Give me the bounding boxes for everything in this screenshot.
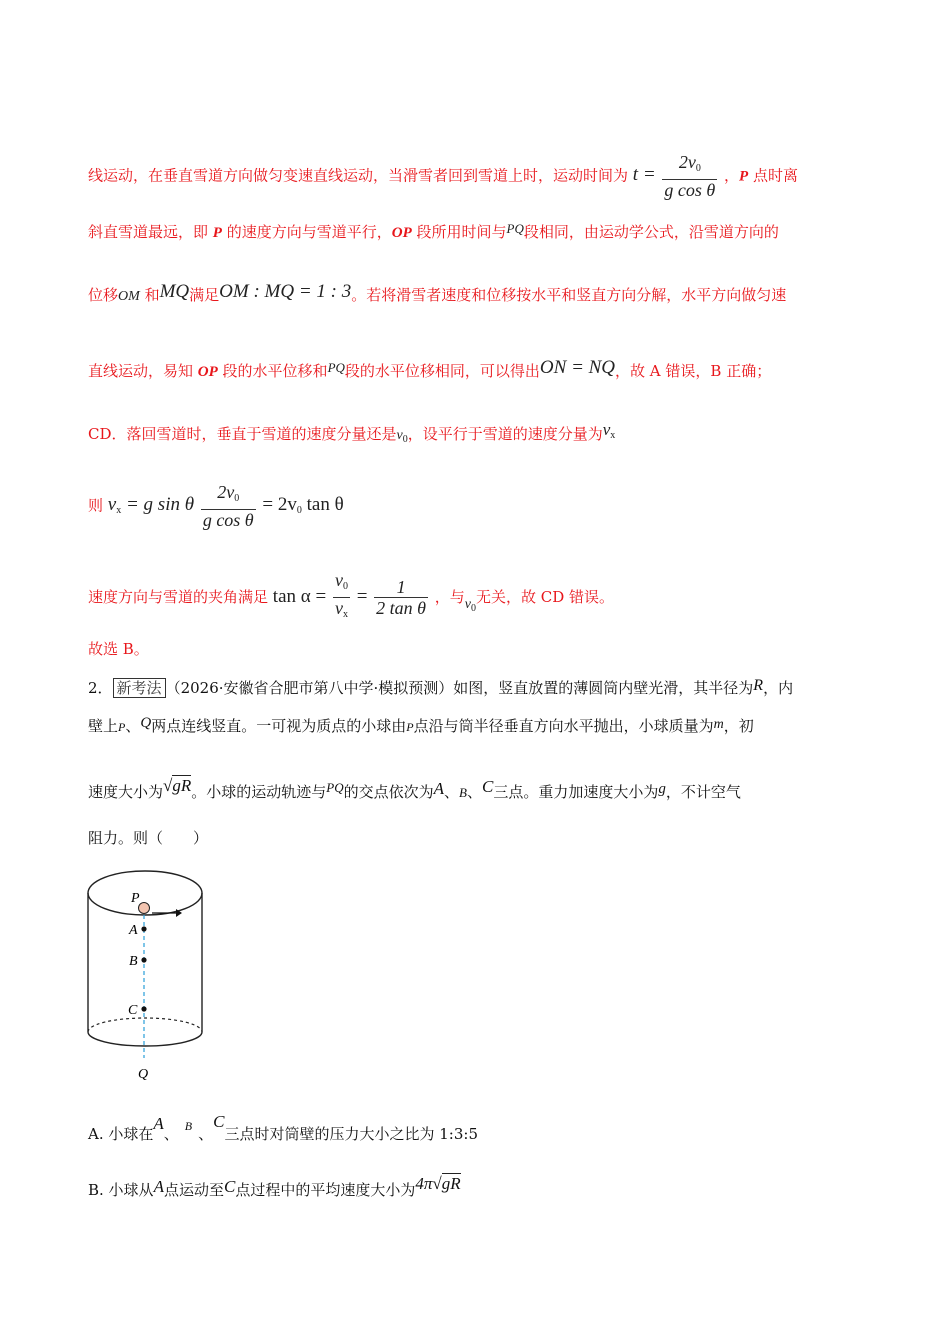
text-run: 点过程中的平均速度大小为 <box>235 1181 416 1199</box>
subscript: 0 <box>234 493 240 504</box>
symbol-B: B <box>184 1119 193 1133</box>
fraction <box>201 482 256 530</box>
cylinder-bottom-back <box>88 1018 202 1032</box>
formula-text: tan α = <box>272 585 327 607</box>
question-2-line-4 <box>88 828 208 848</box>
symbol-PQ: PQ <box>506 221 524 236</box>
question-2-line-3 <box>88 776 741 803</box>
formula-text: = <box>356 585 368 607</box>
subscript: 0 <box>342 581 348 592</box>
option-B[interactable] <box>88 1174 461 1200</box>
sqrt-content: gR <box>441 1174 461 1193</box>
subscript: 0 <box>695 163 701 174</box>
text-run: 、 <box>466 783 482 801</box>
question-2-line-2 <box>88 713 754 737</box>
text-run: 点运动至 <box>163 1181 224 1199</box>
fraction-numerator: 1 <box>374 577 428 598</box>
text-run: 的速度方向与雪道平行， <box>221 223 392 241</box>
point-C <box>141 1006 146 1011</box>
option-label: A. 小球在 <box>88 1125 154 1143</box>
text-run: ，故 A 错误，B 正确； <box>615 362 772 380</box>
symbol-C: C <box>213 1112 225 1131</box>
option-label: B. 小球从 <box>88 1181 154 1199</box>
text-run: 速度大小为 <box>88 783 164 801</box>
symbol-A: A <box>153 1177 164 1196</box>
text-run: 壁上 <box>88 717 119 735</box>
label-B: B <box>129 954 138 969</box>
text-run: 满足 <box>189 286 220 304</box>
solution-line-6 <box>88 482 344 530</box>
fraction-denominator <box>333 598 350 625</box>
fraction-denominator: g cos θ <box>202 510 254 530</box>
subscript: 0 <box>470 602 476 614</box>
text-run: 无关，故 CD 错误。 <box>475 587 615 606</box>
symbol-text: v <box>107 494 117 516</box>
formula-text: t = <box>632 164 656 186</box>
formula-sqrt-gR: √gR <box>163 776 192 795</box>
label-C: C <box>128 1003 138 1018</box>
formula-vx <box>107 482 344 530</box>
formula-t <box>632 152 724 200</box>
solution-line-4 <box>88 358 771 382</box>
subscript: 0 <box>296 505 302 517</box>
symbol-g: g <box>658 781 666 797</box>
text-run: 、 <box>163 1125 179 1143</box>
text-run: 和 <box>139 286 160 304</box>
fraction <box>333 570 350 625</box>
ball <box>139 903 150 914</box>
text-run: 段的水平位移相同，可以得出 <box>344 362 540 380</box>
text-run: 两点连线竖直。一可视为质点的小球由 <box>151 717 407 735</box>
answer-choice <box>88 639 149 659</box>
text-run: 。若将滑雪者速度和位移按水平和竖直方向分解，水平方向做匀速 <box>351 286 787 304</box>
fraction-numerator <box>662 152 717 180</box>
subscript: x <box>342 609 348 620</box>
fraction-numerator <box>333 570 350 598</box>
fraction-denominator: 2 tan θ <box>376 598 426 618</box>
text-run: 速度方向与雪道的夹角满足 <box>88 587 269 606</box>
formula-ON-NQ: ON = NQ <box>539 357 616 378</box>
fraction <box>662 152 717 200</box>
solution-line-1 <box>88 152 798 200</box>
symbol-C: C <box>482 777 494 796</box>
symbol-P: P <box>406 720 414 734</box>
text-run: 段相同，由运动学公式，沿雪道方向的 <box>523 223 779 241</box>
text-run: 线运动，在垂直雪道方向做匀变速直线运动，当滑雪者回到雪道上时，运动时间为 <box>88 166 629 185</box>
solution-line-7 <box>88 570 614 625</box>
symbol-A: A <box>433 779 445 798</box>
formula-text: = g sin θ <box>125 494 195 516</box>
text-run: 故选 B。 <box>88 640 149 658</box>
text-run: 段所用时间与 <box>411 223 507 241</box>
symbol-C: C <box>223 1177 236 1196</box>
point-B <box>141 957 146 962</box>
point-A <box>141 926 146 931</box>
symbol-MQ: MQ <box>159 281 190 302</box>
formula-tan-alpha <box>272 570 435 620</box>
text-run: ，与 <box>434 587 465 606</box>
subscript: x <box>116 505 122 517</box>
label-A: A <box>129 923 138 938</box>
solution-line-3 <box>88 282 786 307</box>
numerator-text: 2v <box>678 152 696 172</box>
text-run: 。小球的运动轨迹与 <box>191 783 327 801</box>
fraction-denominator: g cos θ <box>664 180 716 200</box>
symbol-m: m <box>713 717 724 732</box>
formula-text: tan θ <box>301 494 344 516</box>
symbol-v0 <box>397 428 408 443</box>
option-A[interactable] <box>88 1112 478 1144</box>
solution-line-2 <box>88 219 779 243</box>
symbol-P: P <box>118 720 126 734</box>
text-run: ，内 <box>763 679 794 697</box>
formula-text: 4π <box>415 1174 433 1193</box>
text-run: 直线运动，易知 <box>88 362 198 380</box>
numerator-text: 2v <box>217 482 235 502</box>
symbol-Q: Q <box>140 715 152 731</box>
symbol-text: v <box>464 596 471 612</box>
text-run: ，初 <box>723 717 754 735</box>
label-Q: Q <box>138 1067 149 1082</box>
text-run: 斜直雪道最远，即 <box>88 223 213 241</box>
solution-line-5 <box>88 420 615 450</box>
symbol-R: R <box>753 677 764 694</box>
question-tag: 新考法 <box>113 678 166 698</box>
text-run: 、 <box>125 717 141 735</box>
text-run: 段的水平位移和 <box>217 362 328 380</box>
text-run: 的交点依次为 <box>343 783 434 801</box>
symbol-v0 <box>465 597 476 612</box>
text-run: 点时离 <box>748 166 798 185</box>
symbol-vx <box>603 420 616 439</box>
symbol-B: B <box>459 785 467 800</box>
symbol-OM: OM <box>118 289 140 304</box>
fraction-numerator <box>201 482 256 510</box>
text-run: 三点时对筒壁的压力大小之比为 1:3:5 <box>224 1125 478 1143</box>
symbol-text: v <box>396 428 403 443</box>
text-run: （2026·安徽省合肥市第八中学·模拟预测）如图，竖直放置的薄圆筒内壁光滑，其半径为 <box>165 679 754 697</box>
denominator-text: v <box>334 598 343 618</box>
cylinder-figure <box>80 862 220 1086</box>
text-run: ，设平行于雪道的速度分量为 <box>407 425 603 443</box>
fraction <box>374 577 428 618</box>
symbol-P: P <box>212 225 222 241</box>
text-run: 点沿与筒半径垂直方向水平抛出，小球质量为 <box>413 717 714 735</box>
text-run: ，不计空气 <box>665 783 741 801</box>
question-2-line-1 <box>88 676 793 698</box>
symbol-PQ: PQ <box>327 360 345 375</box>
cylinder-bottom-front <box>88 1032 202 1046</box>
symbol-OP: OP <box>391 225 412 241</box>
symbol-OP: OP <box>197 364 218 380</box>
text-run: CD．落回雪道时，垂直于雪道的速度分量还是 <box>88 425 397 443</box>
formula-avg-speed: 4π√gR <box>415 1174 461 1193</box>
numerator-text: v <box>334 570 343 590</box>
text-run: 位移 <box>88 286 119 304</box>
subscript: x <box>610 430 616 441</box>
text-run: 、 <box>444 783 460 801</box>
text-run: ， <box>724 166 740 185</box>
text-run: 阻力。则（ ） <box>88 829 209 847</box>
formula-ratio: OM : MQ = 1 : 3 <box>219 281 352 302</box>
symbol-P: P <box>739 168 749 185</box>
text-run: 三点。重力加速度大小为 <box>493 783 659 801</box>
text-run: 则 <box>88 496 104 515</box>
question-number: 2． <box>88 679 113 697</box>
symbol-PQ: PQ <box>326 780 344 795</box>
symbol-A: A <box>153 1114 164 1133</box>
symbol-text: v <box>602 420 611 439</box>
formula-text: = 2v <box>262 494 297 516</box>
text-run: 、 <box>198 1125 214 1143</box>
subscript: 0 <box>402 434 408 445</box>
label-P: P <box>131 891 140 906</box>
sqrt-content: gR <box>172 776 192 795</box>
